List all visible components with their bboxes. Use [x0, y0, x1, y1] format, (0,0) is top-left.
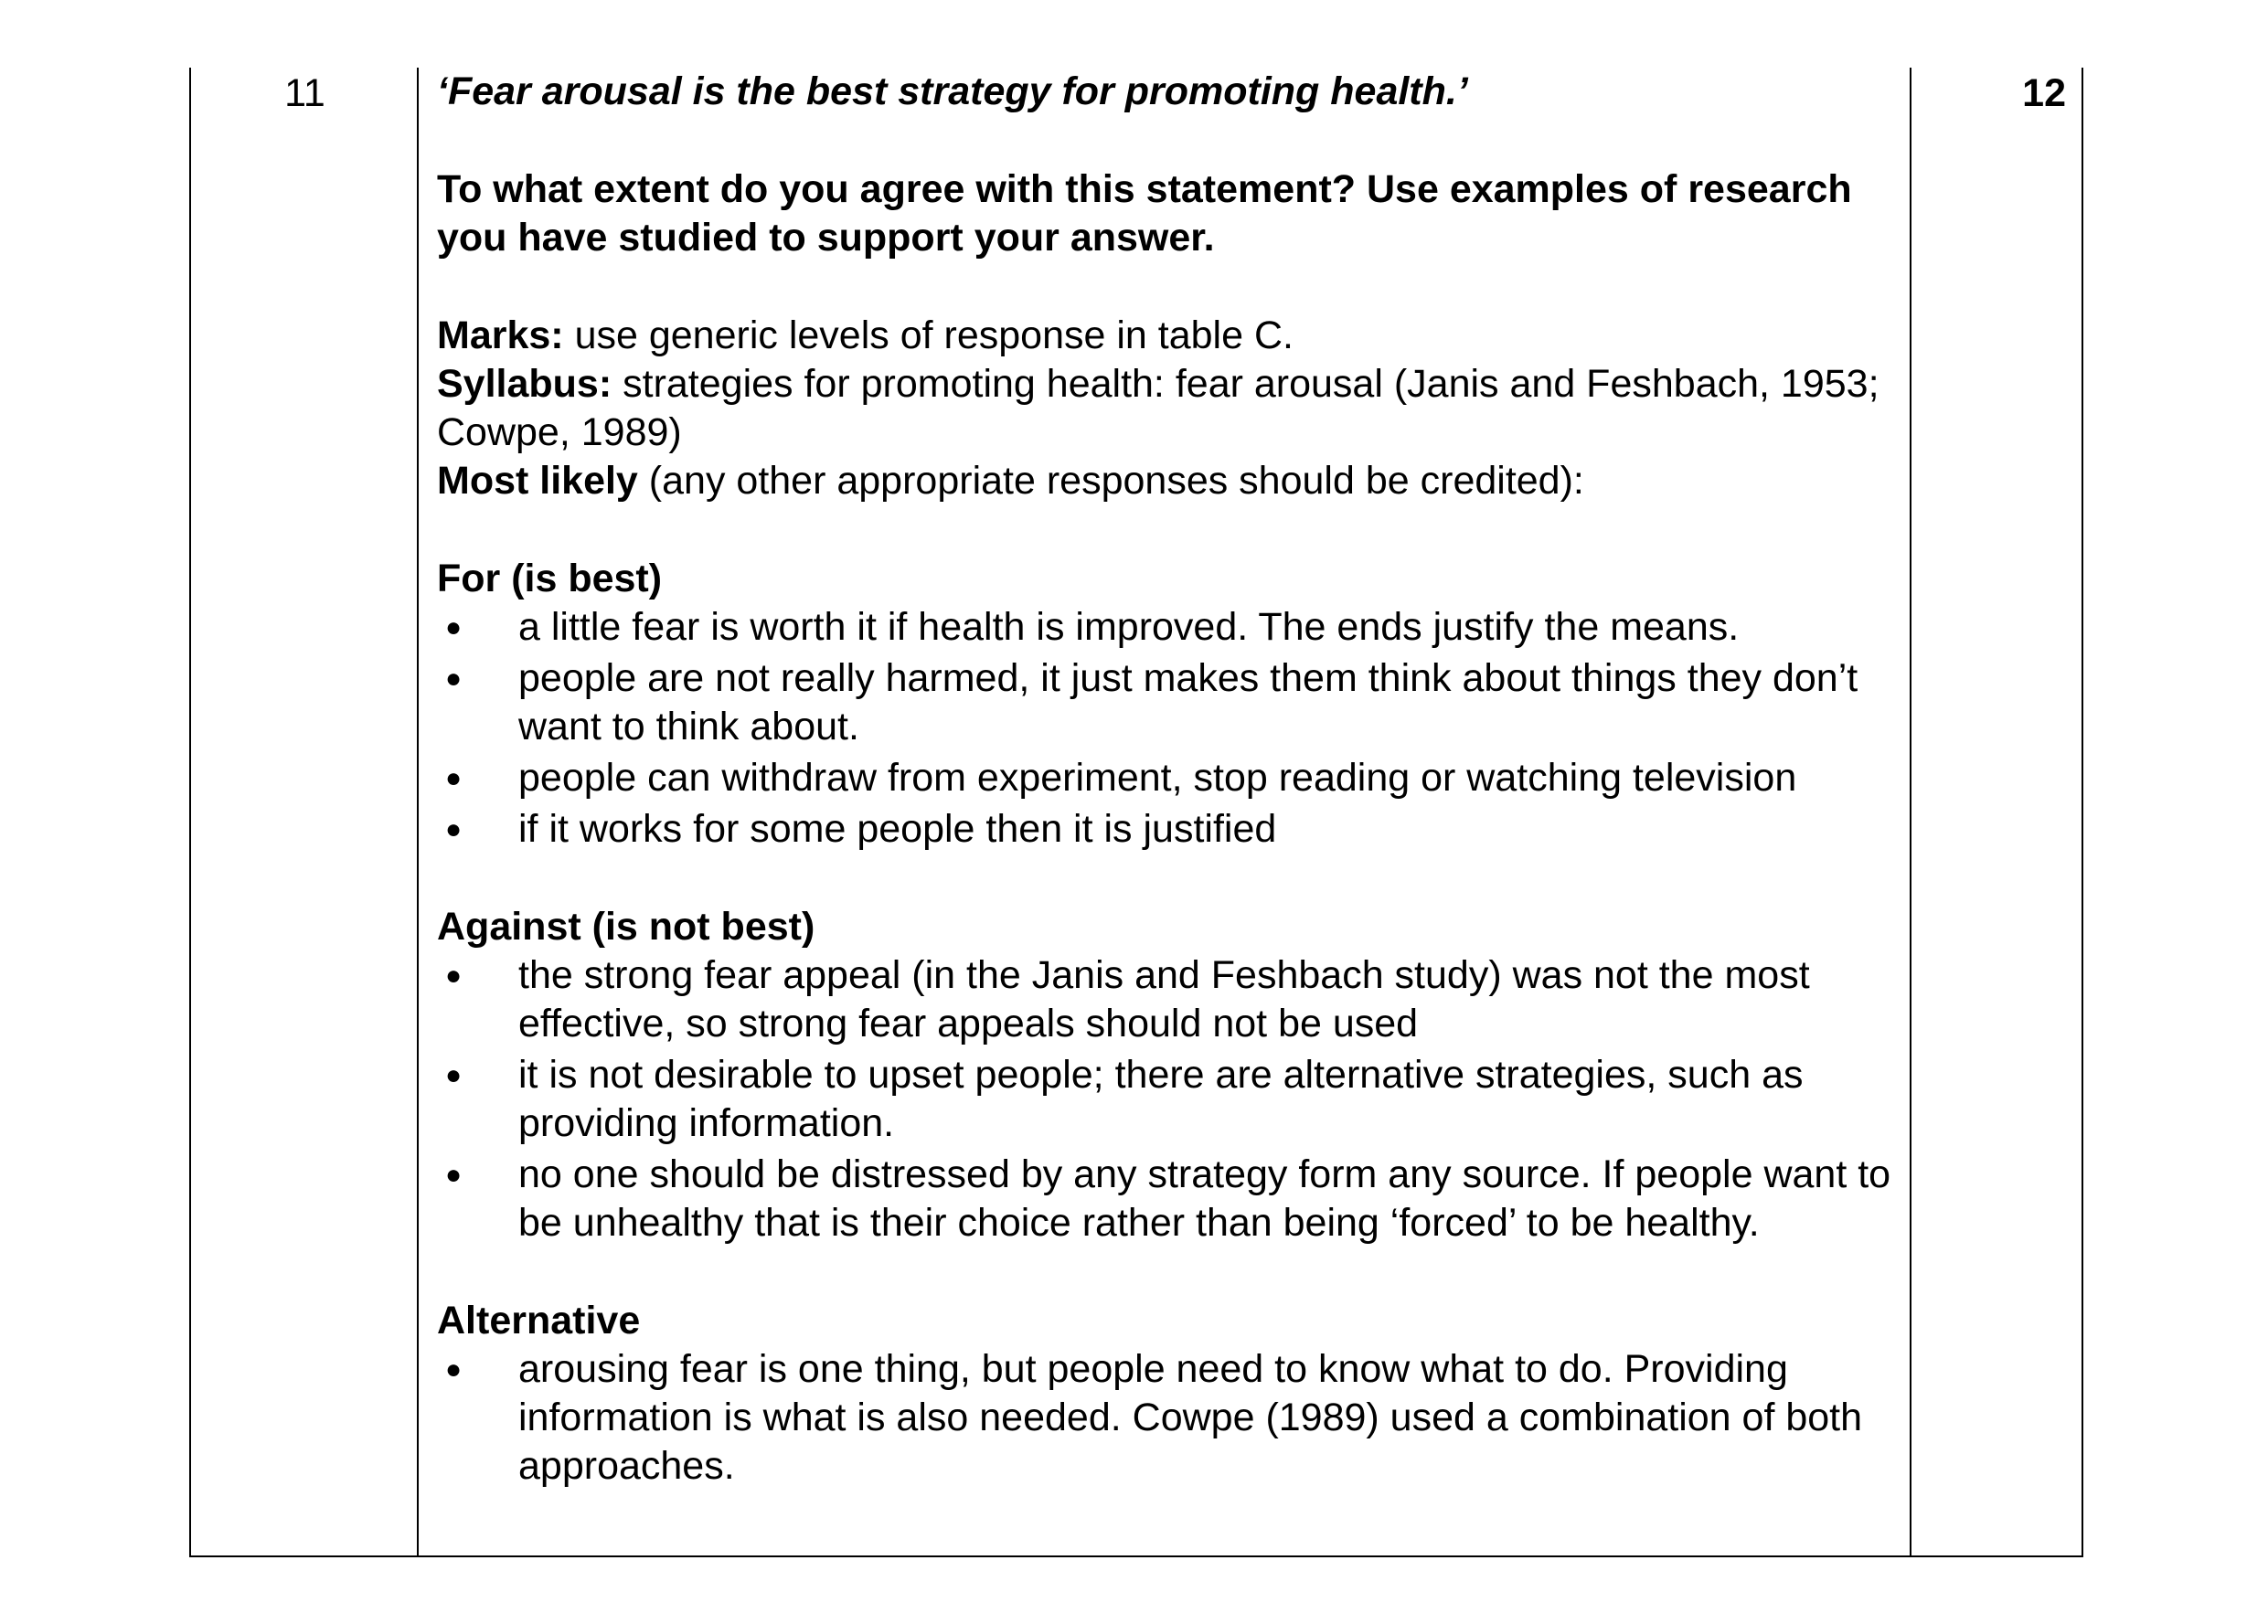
- list-item: [437, 951, 1900, 1048]
- list-item-text: people are not really harmed, it just makes them think about things they don’t want to think about.: [518, 656, 1858, 748]
- section-heading-for: For (is best): [437, 557, 663, 600]
- list-item: [437, 603, 1900, 652]
- most-likely-line: [437, 457, 1900, 505]
- bullet-list-against: [437, 951, 1900, 1247]
- syllabus-label: Syllabus:: [437, 362, 612, 406]
- list-item-text: a little fear is worth it if health is improved. The ends justify the means.: [518, 605, 1740, 649]
- question-quote: ‘Fear arousal is the best strategy for promoting health.’: [437, 69, 1468, 113]
- syllabus-line: [437, 360, 1900, 457]
- bullet-list-for: [437, 603, 1900, 854]
- list-item-text: people can withdraw from experiment, stop reading or watching television: [518, 756, 1797, 800]
- most-likely-label: Most likely: [437, 459, 638, 503]
- bullet-icon: ●: [445, 763, 463, 793]
- bullet-list-alternative: [437, 1345, 1900, 1491]
- table-border-right: [2082, 68, 2083, 1557]
- list-item: [437, 1151, 1900, 1247]
- question-number: 11: [284, 71, 325, 115]
- list-item: [437, 1051, 1900, 1148]
- bullet-icon: ●: [445, 814, 463, 844]
- bullet-icon: ●: [445, 1354, 463, 1385]
- list-item-text: the strong fear appeal (in the Janis and Feshbach study) was not the most effective, so strong fear appeals should not be used: [518, 953, 1810, 1046]
- bullet-icon: ●: [445, 961, 463, 991]
- syllabus-text: strategies for promoting health: fear arousal (Janis and Feshbach, 1953; Cowpe, 1989): [437, 362, 1879, 454]
- bullet-icon: ●: [445, 1060, 463, 1090]
- section-heading-alternative: Alternative: [437, 1299, 641, 1343]
- answer-guidance: [437, 68, 1900, 1493]
- list-item-text: if it works for some people then it is justified: [518, 807, 1277, 851]
- list-item-text: arousing fear is one thing, but people need to know what to do. Providing information is what is also needed. Cowpe (1989) used a combination of both approaches.: [518, 1347, 1863, 1488]
- list-item: [437, 654, 1900, 751]
- list-item: [437, 1345, 1900, 1491]
- section-heading-against: Against (is not best): [437, 905, 815, 949]
- list-item-text: no one should be distressed by any strategy form any source. If people want to be unhealthy that is their choice rather than being ‘forced’ to be healthy.: [518, 1152, 1891, 1245]
- question-marks: 12: [2022, 71, 2066, 115]
- column-divider-2: [1910, 68, 1911, 1557]
- bullet-icon: ●: [445, 1160, 463, 1190]
- marks-text: use generic levels of response in table C.: [563, 313, 1294, 357]
- marks-label: Marks:: [437, 313, 564, 357]
- column-divider-1: [417, 68, 419, 1557]
- table-border-bottom: [189, 1555, 2083, 1557]
- most-likely-text: (any other appropriate responses should be credited):: [637, 459, 1584, 503]
- marks-line: [437, 312, 1900, 360]
- list-item: [437, 754, 1900, 802]
- question-text: To what extent do you agree with this statement? Use examples of research you have studied to support your answer.: [437, 167, 1852, 260]
- list-item-text: it is not desirable to upset people; there are alternative strategies, such as providing information.: [518, 1053, 1804, 1145]
- list-item: [437, 805, 1900, 854]
- bullet-icon: ●: [445, 612, 463, 642]
- table-border-left: [189, 68, 191, 1557]
- bullet-icon: ●: [445, 663, 463, 694]
